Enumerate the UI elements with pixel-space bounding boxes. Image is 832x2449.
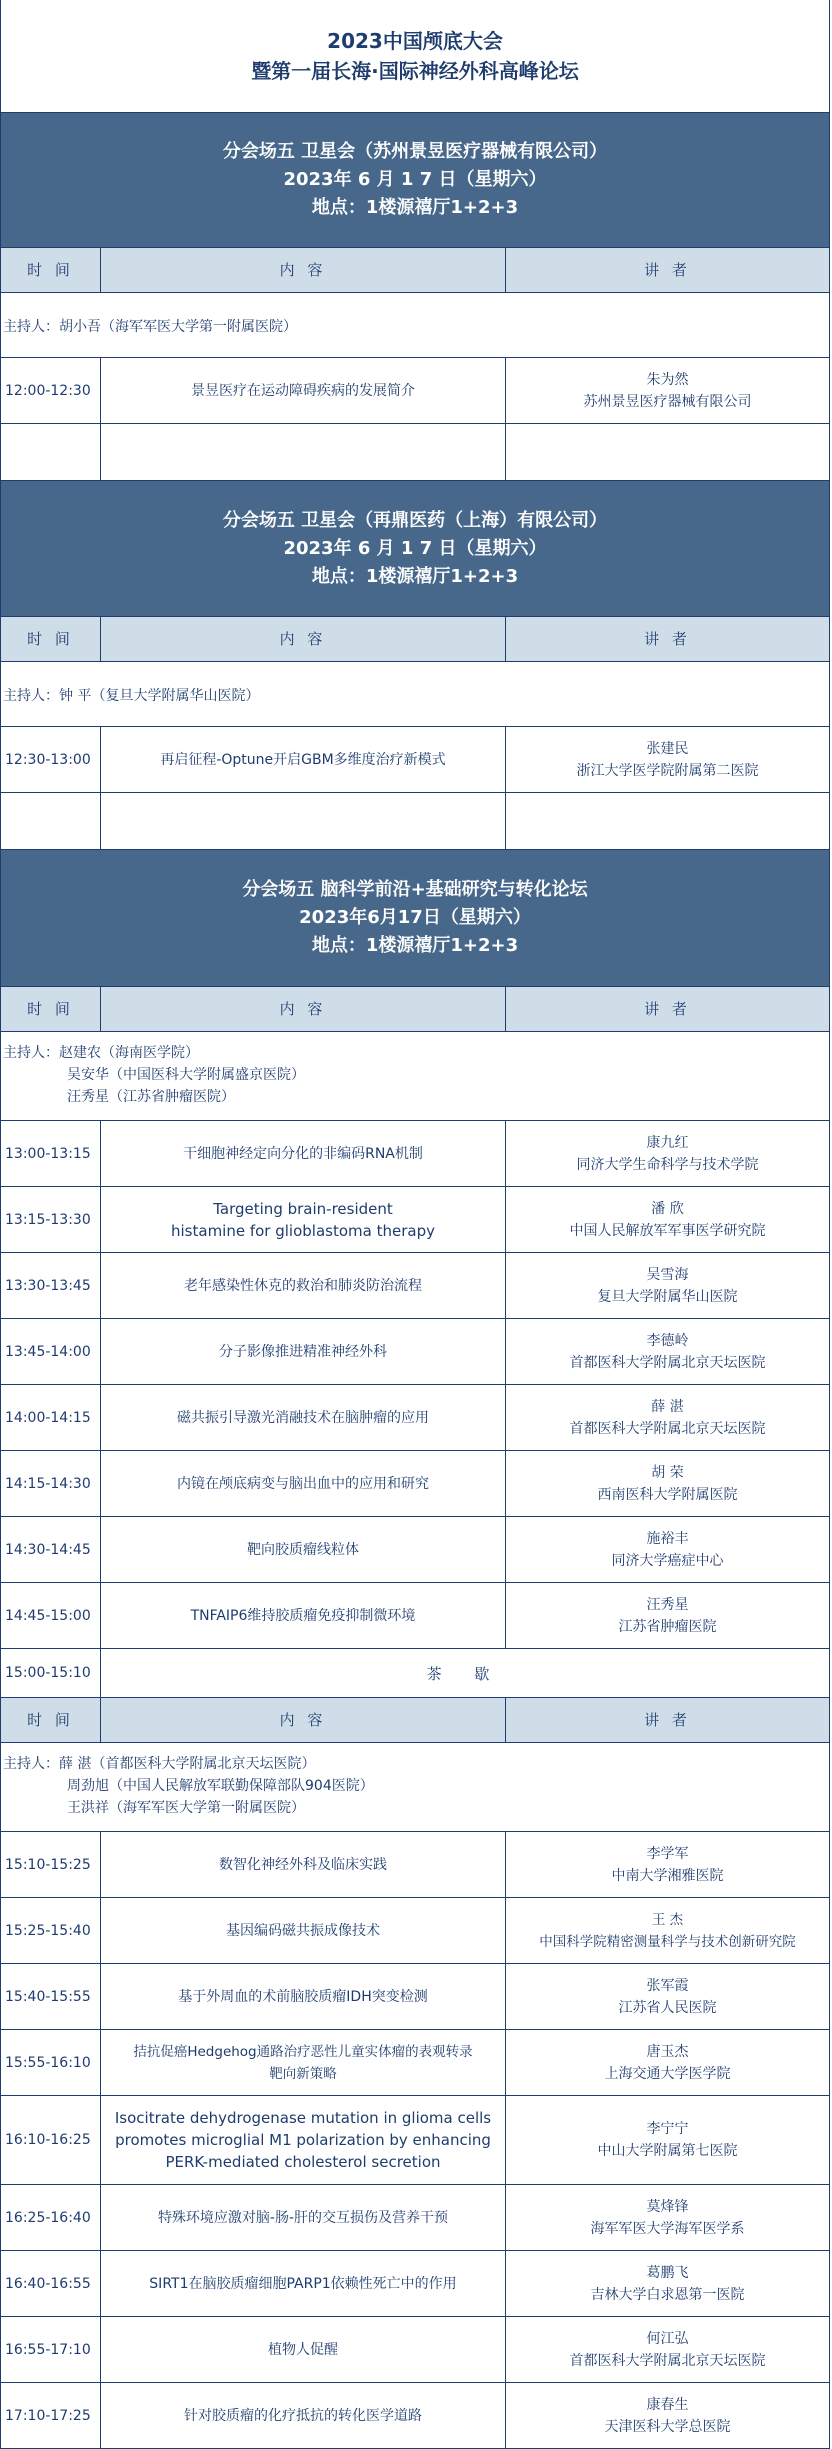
row-time: 15:10-15:25: [1, 1832, 101, 1897]
row-content: [101, 1187, 506, 1252]
content-line: promotes microglial M1 polarization by enhancing: [115, 2131, 491, 2149]
table-row: [1, 2251, 829, 2317]
header-speaker: 讲 者: [644, 1000, 691, 1018]
speaker-org: 中国科学院精密测量科学与技术创新研究院: [539, 1933, 796, 1950]
speaker-org: 苏州景昱医疗器械有限公司: [583, 393, 752, 410]
speaker-org: 天津医科大学总医院: [604, 2418, 731, 2435]
row-time: 15:00-15:10: [1, 1649, 101, 1697]
table-row: [1, 2030, 829, 2096]
row-content: TNFAIP6维持胶质瘤免疫抑制微环境: [101, 1583, 506, 1648]
row-speaker: [506, 1319, 829, 1384]
speaker-name: 张建民: [646, 740, 689, 757]
session-place: 地点：1楼源禧厅1+2+3: [311, 197, 519, 218]
speaker-name: 何江弘: [646, 2330, 689, 2347]
table-row: [1, 727, 829, 793]
session3-banner: [1, 850, 829, 987]
speaker-name: 朱为然: [646, 371, 689, 388]
row-time: 13:00-13:15: [1, 1121, 101, 1186]
speaker-name: 唐玉杰: [646, 2043, 689, 2060]
speaker-name: 张军霞: [646, 1977, 689, 1994]
session-place: 地点：1楼源禧厅1+2+3: [311, 565, 519, 587]
table-row: [1, 1451, 829, 1517]
table-row: [1, 358, 829, 424]
row-speaker: [506, 1187, 829, 1252]
header-speaker: 讲 者: [644, 630, 691, 648]
table-row: [1, 2317, 829, 2383]
row-time: 14:30-14:45: [1, 1517, 101, 1582]
row-speaker: [506, 1832, 829, 1897]
table-row: [1, 2096, 829, 2185]
speaker-name: 莫烽锋: [646, 2198, 689, 2215]
table-row: [1, 1187, 829, 1253]
speaker-org: 上海交通大学医学院: [604, 2065, 731, 2082]
row-content: 磁共振引导激光消融技术在脑肿瘤的应用: [101, 1385, 506, 1450]
speaker-org: 西南医科大学附属医院: [597, 1486, 738, 1503]
row-time: 15:25-15:40: [1, 1898, 101, 1963]
speaker-org: 中南大学湘雅医院: [611, 1867, 724, 1884]
row-content: 植物人促醒: [101, 2317, 506, 2382]
content-line: Isocitrate dehydrogenase mutation in glioma cells: [114, 2109, 492, 2127]
row-speaker: [506, 1451, 829, 1516]
row-content: 干细胞神经定向分化的非编码RNA机制: [101, 1121, 506, 1186]
header-time: 时 间: [1, 1698, 101, 1742]
host-line: 汪秀星（江苏省肿瘤医院）: [67, 1089, 235, 1105]
row-speaker: [506, 2096, 829, 2184]
host-line: 吴安华（中国医科大学附属盛京医院）: [67, 1067, 305, 1083]
speaker-org: 首都医科大学附属北京天坛医院: [569, 1420, 766, 1437]
table-row: [1, 1121, 829, 1187]
table-row: [1, 1583, 829, 1649]
table-row: [1, 2383, 829, 2449]
header-speaker: 讲 者: [644, 261, 691, 279]
row-speaker: [506, 2317, 829, 2382]
row-speaker: [506, 1385, 829, 1450]
row-speaker: [506, 1964, 829, 2029]
speaker-org: 首都医科大学附属北京天坛医院: [569, 1354, 766, 1371]
session-date: 2023年 6 月 1 7 日（星期六）: [283, 537, 547, 559]
speaker-name: 康春生: [646, 2396, 689, 2413]
host-line: 主持人：薛 湛（首都医科大学附属北京天坛医院）: [3, 1756, 316, 1772]
row-content: 内镜在颅底病变与脑出血中的应用和研究: [101, 1451, 506, 1516]
speaker-name: 汪秀星: [646, 1596, 689, 1613]
row-time: 15:55-16:10: [1, 2030, 101, 2095]
speaker-org: 同济大学癌症中心: [611, 1552, 724, 1569]
session2-banner: [1, 481, 829, 617]
speaker-org: 中山大学附属第七医院: [597, 2143, 738, 2159]
header-content: 内 容: [101, 248, 506, 292]
table-row: [1, 1517, 829, 1583]
session-host: [1, 293, 829, 358]
speaker-org: 江苏省人民医院: [618, 1999, 717, 2016]
row-time: 12:30-13:00: [1, 727, 101, 792]
break-row: [1, 1649, 829, 1698]
page-title-line2: 暨第一届长海·国际神经外科高峰论坛: [251, 59, 579, 83]
row-speaker: [506, 1898, 829, 1963]
row-content: 分子影像推进精准神经外科: [101, 1319, 506, 1384]
speaker-name: 李学军: [646, 1845, 689, 1862]
row-content: 景昱医疗在运动障碍疾病的发展简介: [101, 358, 506, 423]
speaker-name: 吴雪海: [646, 1266, 689, 1283]
content-line: 拮抗促癌Hedgehog通路治疗恶性儿童实体瘤的表观转录: [133, 2043, 473, 2060]
speaker-org: 浙江大学医学院附属第二医院: [576, 762, 759, 779]
speaker-org: 首都医科大学附属北京天坛医院: [569, 2352, 766, 2369]
table-header: [1, 1698, 829, 1743]
row-speaker: [506, 2251, 829, 2316]
row-time: 14:00-14:15: [1, 1385, 101, 1450]
session1-banner: [1, 113, 829, 248]
session-date: 2023年6月17日（星期六）: [299, 907, 531, 928]
speaker-org: 中国人民解放军军事医学研究院: [569, 1222, 766, 1239]
break-label: 茶 歇: [426, 1664, 504, 1683]
table-row: [1, 2185, 829, 2251]
table-row: [1, 1964, 829, 2030]
header-time: 时 间: [1, 617, 101, 661]
header-time: 时 间: [1, 987, 101, 1031]
row-speaker: [506, 1253, 829, 1318]
table-row: [1, 1898, 829, 1964]
speaker-org: 吉林大学白求恩第一医院: [590, 2286, 745, 2303]
page-title: [1, 0, 829, 113]
row-time: 16:25-16:40: [1, 2185, 101, 2250]
row-time: 13:30-13:45: [1, 1253, 101, 1318]
session-host: [1, 662, 829, 727]
table-row: [1, 1319, 829, 1385]
row-content: 靶向胶质瘤线粒体: [101, 1517, 506, 1582]
speaker-name: 王 杰: [651, 1911, 684, 1928]
session-host: [1, 1743, 829, 1832]
row-time: 13:15-13:30: [1, 1187, 101, 1252]
table-header: [1, 248, 829, 293]
row-speaker: [506, 2383, 829, 2448]
row-time: 15:40-15:55: [1, 1964, 101, 2029]
row-speaker: [506, 1121, 829, 1186]
speaker-org: 江苏省肿瘤医院: [618, 1618, 717, 1635]
session-date: 2023年 6 月 1 7 日（星期六）: [283, 169, 547, 190]
speaker-name: 薛 湛: [651, 1398, 684, 1415]
empty-row: [1, 793, 829, 850]
row-speaker: [506, 1517, 829, 1582]
speaker-org: 同济大学生命科学与技术学院: [576, 1156, 759, 1173]
row-content: 特殊环境应激对脑-肠-肝的交互损伤及营养干预: [101, 2185, 506, 2250]
content-line: PERK-mediated cholesterol secretion: [165, 2153, 441, 2171]
row-content: 数智化神经外科及临床实践: [101, 1832, 506, 1897]
host-line: 周劲旭（中国人民解放军联勤保障部队904医院）: [67, 1778, 374, 1794]
host-line: 主持人：钟 平（复旦大学附属华山医院）: [3, 688, 260, 704]
row-speaker: [506, 727, 829, 792]
row-time: 13:45-14:00: [1, 1319, 101, 1384]
content-line: histamine for glioblastoma therapy: [171, 1221, 435, 1240]
session-host: [1, 1032, 829, 1121]
speaker-name: 康九红: [646, 1134, 689, 1151]
host-line: 王洪祥（海军军医大学第一附属医院）: [67, 1800, 305, 1816]
row-time: 16:55-17:10: [1, 2317, 101, 2382]
content-line: 靶向新策略: [269, 2065, 337, 2082]
speaker-name: 施裕丰: [646, 1530, 689, 1547]
table-header: [1, 987, 829, 1032]
speaker-name: 胡 荣: [651, 1464, 684, 1481]
row-content: 针对胶质瘤的化疗抵抗的转化医学道路: [101, 2383, 506, 2448]
host-line: 主持人：赵建农（海南医学院）: [3, 1045, 199, 1061]
empty-row: [1, 424, 829, 481]
page-title-line1: 2023中国颅底大会: [327, 29, 503, 53]
content-line: Targeting brain-resident: [213, 1199, 393, 1218]
row-time: 17:10-17:25: [1, 2383, 101, 2448]
header-speaker: 讲 者: [644, 1711, 691, 1729]
table-header: [1, 617, 829, 662]
row-content: SIRT1在脑胶质瘤细胞PARP1依赖性死亡中的作用: [101, 2251, 506, 2316]
speaker-name: 潘 欣: [651, 1200, 684, 1217]
row-speaker: [506, 2185, 829, 2250]
session-title: 分会场五 脑科学前沿+基础研究与转化论坛: [242, 879, 588, 900]
row-time: 16:40-16:55: [1, 2251, 101, 2316]
row-speaker: [506, 358, 829, 423]
table-row: [1, 1253, 829, 1319]
row-time: 12:00-12:30: [1, 358, 101, 423]
row-content: 再启征程-Optune开启GBM多维度治疗新模式: [101, 727, 506, 792]
speaker-name: 葛鹏飞: [646, 2264, 689, 2281]
speaker-name: 李宁宁: [646, 2121, 689, 2137]
header-content: 内 容: [101, 987, 506, 1031]
session-place: 地点：1楼源禧厅1+2+3: [311, 935, 519, 956]
speaker-org: 海军军医大学海军医学系: [590, 2220, 745, 2237]
speaker-org: 复旦大学附属华山医院: [597, 1288, 738, 1305]
table-row: [1, 1832, 829, 1898]
row-time: 16:10-16:25: [1, 2096, 101, 2184]
row-speaker: [506, 1583, 829, 1648]
session-title: 分会场五 卫星会（再鼎医药（上海）有限公司）: [222, 509, 608, 531]
row-time: 14:45-15:00: [1, 1583, 101, 1648]
row-content: [101, 2030, 506, 2095]
row-content: 基因编码磁共振成像技术: [101, 1898, 506, 1963]
row-content: 老年感染性休克的救治和肺炎防治流程: [101, 1253, 506, 1318]
header-content: 内 容: [101, 1698, 506, 1742]
table-row: [1, 1385, 829, 1451]
host-line: 主持人：胡小吾（海军军医大学第一附属医院）: [3, 319, 297, 335]
row-speaker: [506, 2030, 829, 2095]
row-content: 基于外周血的术前脑胶质瘤IDH突变检测: [101, 1964, 506, 2029]
header-content: 内 容: [101, 617, 506, 661]
row-content: [101, 2096, 506, 2184]
speaker-name: 李德岭: [646, 1332, 689, 1349]
session-title: 分会场五 卫星会（苏州景昱医疗器械有限公司）: [222, 141, 608, 162]
header-time: 时 间: [1, 248, 101, 292]
row-time: 14:15-14:30: [1, 1451, 101, 1516]
